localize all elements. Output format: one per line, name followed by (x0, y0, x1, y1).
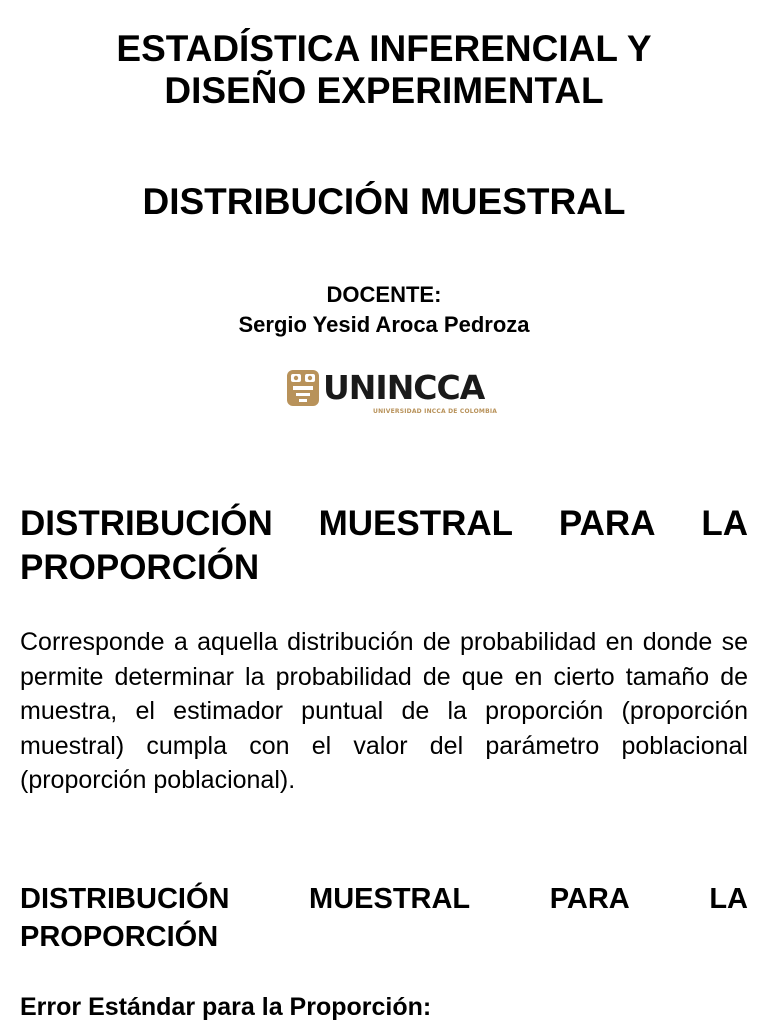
section-1-heading-word: DISTRIBUCIÓN (20, 504, 273, 543)
section-2-heading-line-2: PROPORCIÓN (20, 921, 219, 953)
section-2-heading-word: MUESTRAL (309, 883, 471, 915)
section-2-subheading: Error Estándar para la Proporción: (20, 993, 432, 1021)
section-1-heading-word: PARA (558, 504, 656, 543)
instructor-block (0, 280, 768, 340)
instructor-label: DOCENTE: (326, 282, 442, 307)
section-2-heading-word: PARA (549, 883, 630, 915)
section-2-heading (20, 880, 748, 956)
title-line-1: ESTADÍSTICA INFERENCIAL Y (116, 28, 652, 69)
logo-subtext: UNIVERSIDAD INCCA DE COLOMBIA (373, 408, 498, 415)
document-title (0, 28, 768, 112)
section-2-heading-line-1 (20, 880, 748, 918)
section-1-paragraph: Corresponde a aquella distribución de probabilidad en donde se permite determinar la probabilidad de que en cierto tamaño de muestra, el estimador puntual de la proporción (proporción muestral) cumpla con el valor del parámetro poblacional (proporción poblacional). (20, 628, 748, 794)
unincca-emblem-icon (285, 368, 321, 408)
title-line-2: DISEÑO EXPERIMENTAL (164, 70, 604, 111)
unincca-logo (285, 366, 498, 422)
section-1-heading-word: LA (701, 504, 748, 543)
section-2-heading-word: LA (709, 883, 748, 915)
section-1-heading-word: MUESTRAL (318, 504, 514, 543)
section-1-heading-line-1 (20, 502, 748, 546)
section-2-heading-word: DISTRIBUCIÓN (20, 883, 230, 915)
logo-wordmark: UNINCCA (323, 368, 485, 407)
document-subtitle: DISTRIBUCIÓN MUESTRAL (142, 181, 626, 222)
section-1-heading-line-2: PROPORCIÓN (20, 548, 260, 587)
instructor-name: Sergio Yesid Aroca Pedroza (238, 312, 530, 337)
section-1-heading (20, 502, 748, 590)
